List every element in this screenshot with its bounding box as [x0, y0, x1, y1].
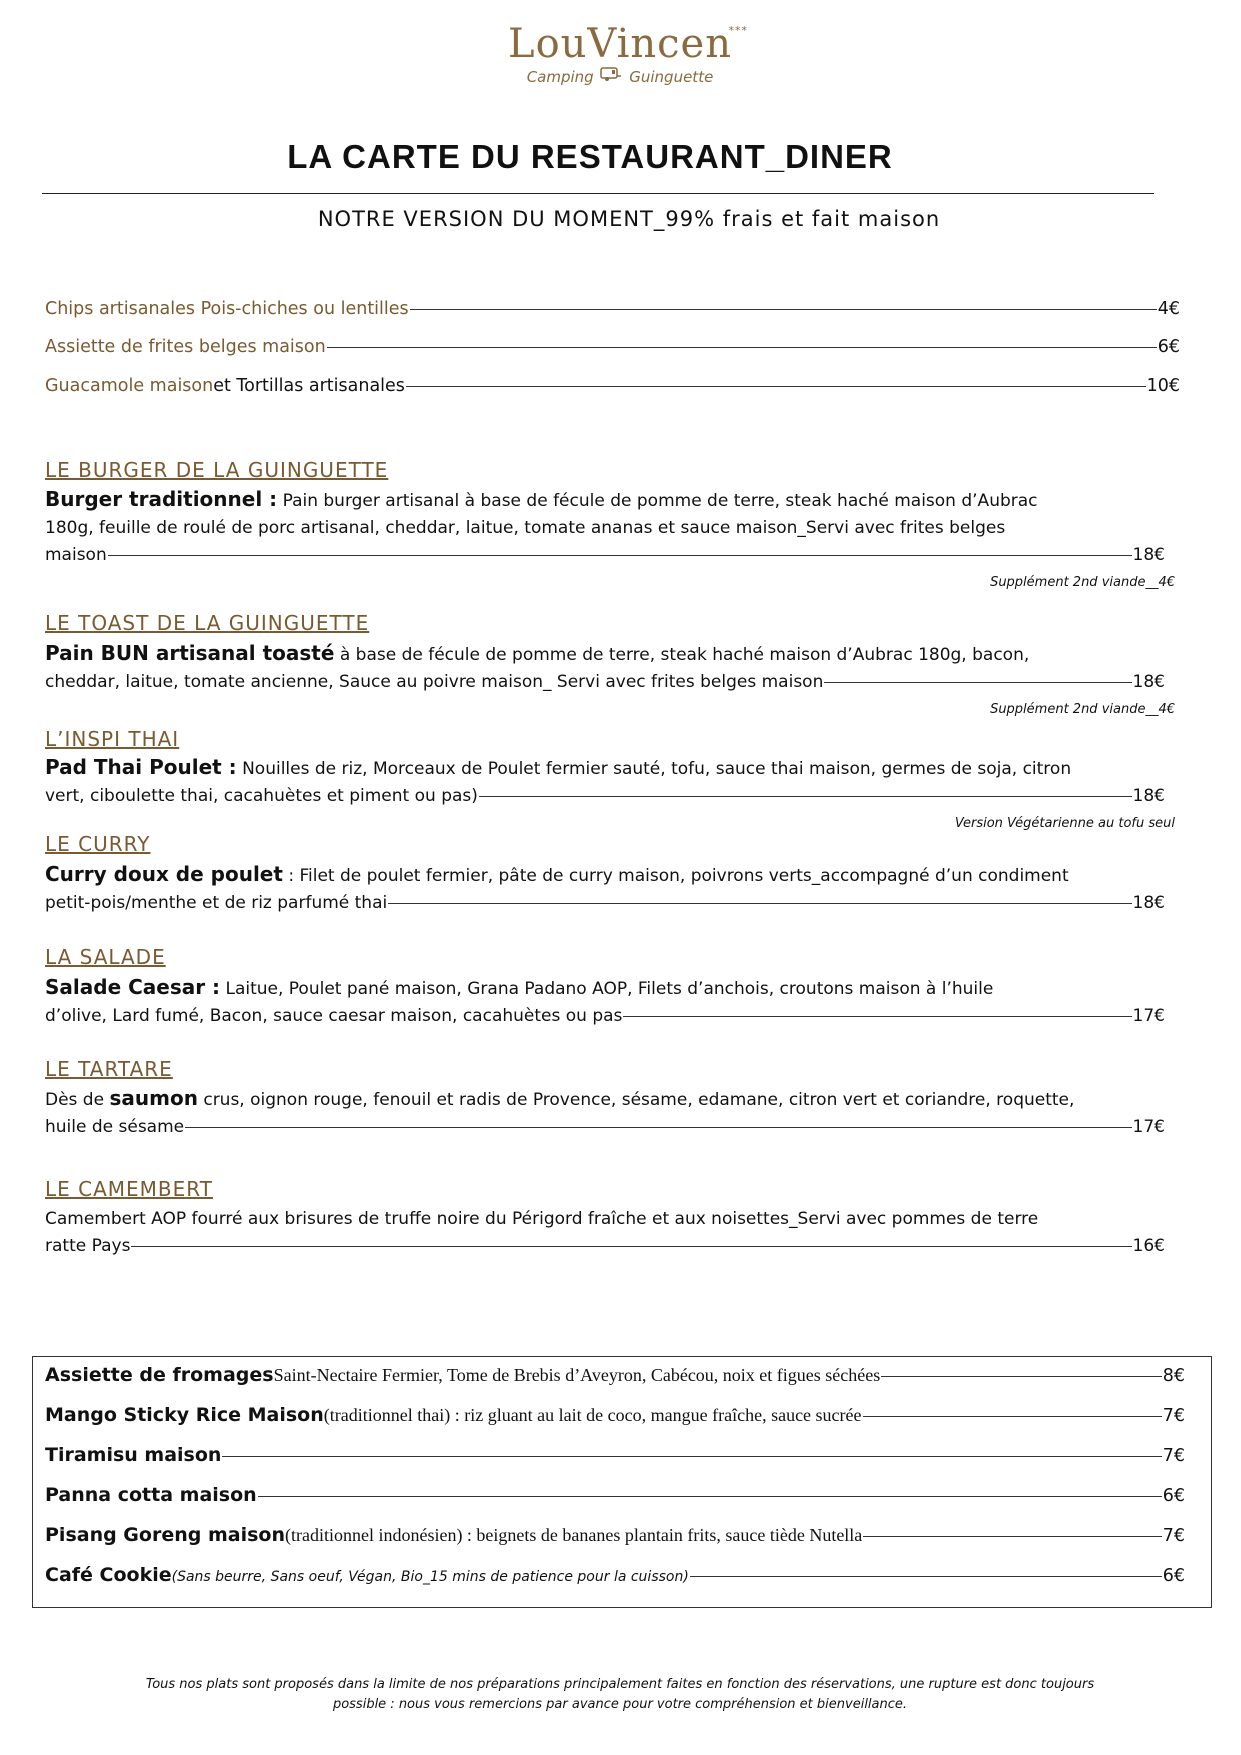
- dotted-leader: [479, 796, 1132, 797]
- dotted-leader: [222, 1456, 1161, 1457]
- dish-price: 18€: [1132, 672, 1165, 692]
- dotted-leader: [406, 386, 1146, 387]
- dish-name: Salade Caesar :: [45, 975, 221, 999]
- thai-description: [45, 754, 1175, 837]
- dish-desc-line1: crus, oignon rouge, fenouil et radis de Provence, sésame, edamane, citron vert et coriandre, roquette,: [197, 1090, 1075, 1110]
- dotted-leader: [108, 555, 1132, 556]
- dish-desc-line1: Nouilles de riz, Morceaux de Poulet fermier sauté, tofu, sauce thai maison, germes de soja, citron: [236, 759, 1072, 779]
- dotted-leader: [258, 1496, 1162, 1497]
- dish-desc-line1: : Filet de poulet fermier, pâte de curry maison, poivrons verts_accompagné d’un condiment: [282, 866, 1069, 886]
- page-subtitle: NOTRE VERSION DU MOMENT_99% frais et fait maison: [317, 207, 941, 231]
- dish-name: Curry doux de poulet: [45, 862, 283, 886]
- section-heading-burger: LE BURGER DE LA GUINGUETTE: [45, 458, 389, 482]
- dotted-leader: [881, 1376, 1161, 1377]
- camembert-description: [45, 1206, 1165, 1260]
- section-heading-tartare: LE TARTARE: [45, 1057, 173, 1081]
- dessert-name: Café Cookie: [45, 1564, 172, 1586]
- footer-line1: Tous nos plats sont proposés dans la limite de nos préparations principalement faites en fonction des réservations, une rupture est donc toujours: [145, 1677, 1095, 1692]
- starter-item: [45, 373, 1180, 400]
- dessert-item: [45, 1564, 1185, 1586]
- dotted-leader: [131, 1246, 1131, 1247]
- dotted-leader: [863, 1416, 1162, 1417]
- starter-name: Chips artisanales Pois-chiches ou lentilles: [45, 299, 409, 319]
- dessert-price: 6€: [1162, 1566, 1185, 1586]
- dessert-price: 7€: [1162, 1526, 1185, 1546]
- dessert-desc: (Sans beurre, Sans oeuf, Végan, Bio_15 mins de patience pour la cuisson): [171, 1569, 689, 1585]
- dotted-leader: [824, 682, 1131, 683]
- dessert-price: 7€: [1162, 1406, 1185, 1426]
- dessert-name: Pisang Goreng maison: [45, 1524, 285, 1546]
- caravan-icon: [598, 66, 624, 88]
- dish-desc-line1: Laitue, Poulet pané maison, Grana Padano AOP, Filets d’anchois, croutons maison à l’huile: [220, 979, 994, 999]
- dish-price: 18€: [1132, 893, 1165, 913]
- dish-desc-line2: ratte Pays: [45, 1236, 131, 1256]
- section-heading-camembert: LE CAMEMBERT: [45, 1177, 213, 1201]
- dish-desc-line2: vert, ciboulette thai, cacahuètes et piment ou pas): [45, 786, 478, 806]
- dish-price: 16€: [1132, 1236, 1165, 1256]
- dotted-leader: [185, 1127, 1131, 1128]
- logo-guinguette: Guinguette: [629, 68, 714, 86]
- starter-price: 4€: [1157, 299, 1180, 319]
- footer-note: [70, 1675, 1170, 1715]
- dessert-item: [45, 1484, 1185, 1506]
- dish-prefix: Dès de: [45, 1090, 110, 1110]
- logo-subtitle: [470, 66, 770, 88]
- dish-name: Pain BUN artisanal toasté: [45, 641, 335, 665]
- logo-camping: Camping: [526, 68, 594, 86]
- dessert-desc: (traditionnel thai) : riz gluant au lait de coco, mangue fraîche, sauce sucrée: [323, 1405, 862, 1425]
- dessert-desc: (traditionnel indonésien) : beignets de bananes plantain frits, sauce tiède Nutella: [284, 1525, 863, 1545]
- logo-stars: ***: [728, 24, 748, 37]
- dish-price: 18€: [1132, 545, 1165, 565]
- starter-name: Guacamole maison: [45, 376, 214, 396]
- dish-name: Pad Thai Poulet :: [45, 755, 237, 779]
- starter-extra: et Tortillas artisanales: [213, 376, 405, 396]
- footer-line2: possible : nous vous remercions par avance pour votre compréhension et bienveillance.: [332, 1697, 908, 1712]
- logo: [470, 22, 770, 102]
- starter-name: Assiette de frites belges maison: [45, 337, 326, 357]
- section-heading-toast: LE TOAST DE LA GUINGUETTE: [45, 611, 370, 635]
- dotted-leader: [388, 903, 1131, 904]
- dish-desc-line2: cheddar, laitue, tomate ancienne, Sauce au poivre maison_ Servi avec frites belges maison: [45, 672, 824, 692]
- burger-description: [45, 486, 1175, 596]
- dish-name: Burger traditionnel :: [45, 487, 278, 511]
- dish-price: 17€: [1132, 1117, 1165, 1137]
- starter-price: 6€: [1157, 337, 1180, 357]
- dessert-price: 6€: [1162, 1486, 1185, 1506]
- dessert-name: Panna cotta maison: [45, 1484, 257, 1506]
- section-heading-curry: LE CURRY: [45, 832, 151, 856]
- dish-desc-line3: maison: [45, 545, 107, 565]
- starter-item: [45, 334, 1180, 361]
- vegetarian-note: Version Végétarienne au tofu seul: [954, 816, 1175, 831]
- dotted-leader: [863, 1536, 1161, 1537]
- starter-price: 10€: [1146, 376, 1180, 396]
- supplement-note: Supplément 2nd viande__4€: [990, 575, 1175, 590]
- logo-name: LouVincen: [508, 21, 732, 67]
- dessert-item: [45, 1364, 1185, 1386]
- dessert-name: Assiette de fromages: [45, 1364, 274, 1386]
- dessert-name: Mango Sticky Rice Maison: [45, 1404, 324, 1426]
- dotted-leader: [690, 1576, 1162, 1577]
- toast-description: [45, 640, 1175, 723]
- curry-description: [45, 861, 1165, 917]
- supplement-note: Supplément 2nd viande__4€: [990, 702, 1175, 717]
- salade-description: [45, 974, 1165, 1030]
- dish-desc-line1: Pain burger artisanal à base de fécule de pomme de terre, steak haché maison d’Aubrac: [277, 491, 1038, 511]
- dish-price: 18€: [1132, 786, 1165, 806]
- dessert-price: 7€: [1162, 1446, 1185, 1466]
- dessert-item: [45, 1444, 1185, 1466]
- dessert-item: [45, 1524, 1185, 1546]
- dessert-name: Tiramisu maison: [45, 1444, 222, 1466]
- starter-item: [45, 296, 1180, 323]
- dish-name: saumon: [109, 1086, 198, 1110]
- dish-desc-line2: petit-pois/menthe et de riz parfumé thai: [45, 893, 388, 913]
- dish-price: 17€: [1132, 1006, 1165, 1026]
- section-heading-salade: LA SALADE: [45, 945, 166, 969]
- dish-desc-line2: huile de sésame: [45, 1117, 185, 1137]
- section-heading-thai: L’INSPI THAI: [45, 727, 180, 751]
- dish-desc-line1: Camembert AOP fourré aux brisures de truffe noire du Périgord fraîche et aux noisettes_Servi avec pommes de terre: [45, 1209, 1039, 1229]
- dotted-leader: [623, 1016, 1131, 1017]
- dish-desc-line1: à base de fécule de pomme de terre, steak haché maison d’Aubrac 180g, bacon,: [334, 645, 1030, 665]
- dish-desc-line2: 180g, feuille de roulé de porc artisanal, cheddar, laitue, tomate ananas et sauce maison_Servi avec frites belges: [45, 518, 1006, 538]
- dotted-leader: [410, 309, 1157, 310]
- dessert-price: 8€: [1162, 1366, 1185, 1386]
- title-divider: [42, 193, 1154, 194]
- dish-desc-line2: d’olive, Lard fumé, Bacon, sauce caesar maison, cacahuètes ou pas: [45, 1006, 623, 1026]
- tartare-description: [45, 1085, 1165, 1141]
- dotted-leader: [327, 347, 1157, 348]
- page-title: LA CARTE DU RESTAURANT_DINER: [287, 138, 893, 175]
- dessert-item: [45, 1404, 1185, 1426]
- dessert-desc: Saint-Nectaire Fermier, Tome de Brebis d’Aveyron, Cabécou, noix et figues séchées: [273, 1365, 881, 1385]
